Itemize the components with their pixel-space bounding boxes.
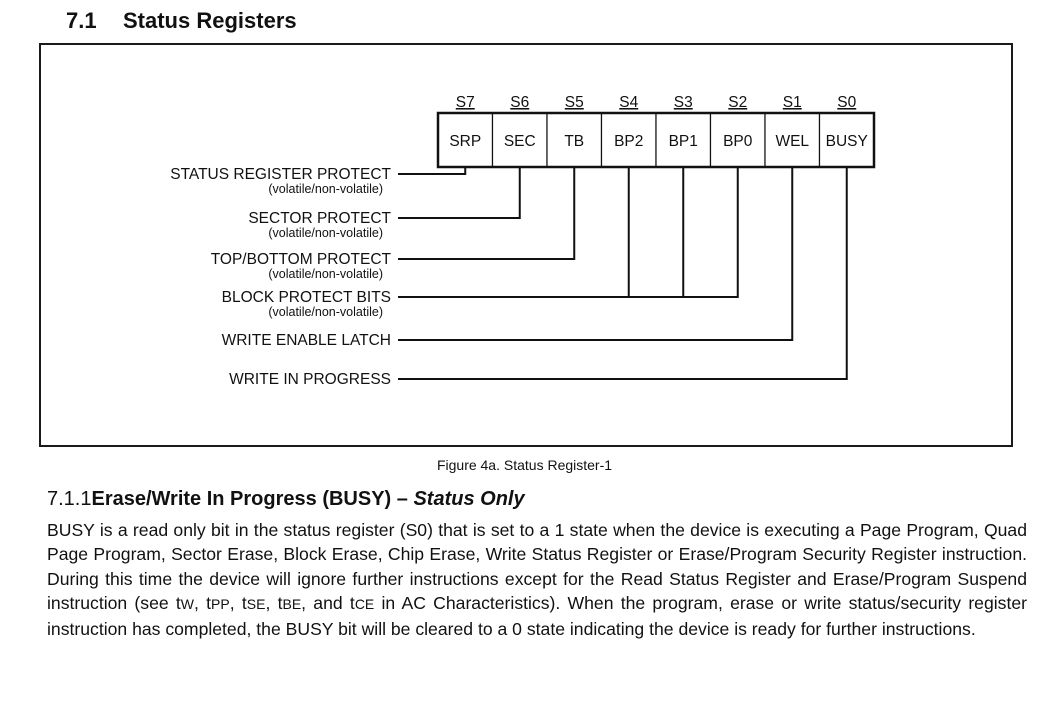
subsection-title: Erase/Write In Progress (BUSY) bbox=[91, 488, 392, 510]
status-register-figure bbox=[39, 43, 1013, 447]
field-label: SECTOR PROTECT bbox=[248, 210, 391, 227]
bit-name: BP0 bbox=[723, 133, 753, 150]
separator-2: , t bbox=[229, 593, 247, 614]
bit-name: TB bbox=[564, 133, 585, 150]
bit-position-label: S4 bbox=[619, 94, 639, 111]
field-sublabel: (volatile/non-volatile) bbox=[268, 226, 383, 240]
separator-1: , t bbox=[194, 593, 212, 614]
timing-tbe: BE bbox=[282, 596, 302, 613]
bit-position-label: S5 bbox=[564, 94, 584, 111]
section-title: Status Registers bbox=[123, 8, 297, 33]
field-label: BLOCK PROTECT BITS bbox=[221, 289, 391, 306]
separator-4: , and t bbox=[301, 593, 355, 614]
timing-tce: CE bbox=[354, 596, 375, 613]
field-label: TOP/BOTTOM PROTECT bbox=[210, 251, 391, 268]
field-label: WRITE IN PROGRESS bbox=[229, 371, 391, 388]
timing-tpp: PP bbox=[211, 596, 230, 613]
separator-3: , t bbox=[265, 593, 283, 614]
field-sublabel: (volatile/non-volatile) bbox=[268, 305, 383, 319]
timing-tse: SE bbox=[246, 596, 266, 613]
bit-position-label: S1 bbox=[782, 94, 802, 111]
bit-name: BP2 bbox=[614, 133, 644, 150]
timing-tw: W bbox=[180, 596, 195, 613]
bit-position-label: S7 bbox=[455, 94, 475, 111]
section-heading bbox=[66, 8, 297, 34]
figure-caption: Figure 4a. Status Register-1 bbox=[436, 457, 613, 473]
field-sublabel: (volatile/non-volatile) bbox=[268, 182, 383, 196]
subsection-italic: Status Only bbox=[413, 488, 525, 510]
field-sublabel: (volatile/non-volatile) bbox=[268, 267, 383, 281]
field-label: STATUS REGISTER PROTECT bbox=[170, 166, 391, 183]
bit-position-label: S0 bbox=[837, 94, 857, 111]
subsection-heading bbox=[47, 488, 525, 511]
bit-position-label: S3 bbox=[673, 94, 693, 111]
section-number: 7.1 bbox=[66, 8, 97, 33]
bit-name: BUSY bbox=[825, 133, 868, 150]
status-register-diagram bbox=[41, 45, 1015, 449]
busy-description-paragraph bbox=[47, 518, 1027, 641]
bit-name: SEC bbox=[503, 133, 536, 150]
bit-position-label: S2 bbox=[728, 94, 748, 111]
subsection-number: 7.1.1 bbox=[47, 488, 92, 510]
bit-name: BP1 bbox=[668, 133, 698, 150]
subsection-dash: – bbox=[396, 488, 408, 510]
field-label: WRITE ENABLE LATCH bbox=[221, 332, 391, 349]
bit-position-label: S6 bbox=[510, 94, 530, 111]
bit-name: SRP bbox=[449, 133, 482, 150]
paragraph-text-part-2: in AC Characteristics). When the program, erase or write status/security register instruction has completed, the BUSY bit will be cleared to a 0 state indicating the device is ready for further instructions. bbox=[47, 593, 1027, 639]
bit-name: WEL bbox=[775, 133, 810, 150]
paragraph-text-part-1: BUSY is a read only bit in the status register (S0) that is set to a 1 state when the device is executing a Page Program, Quad Page Program, Sector Erase, Block Erase, Chip Erase, Write Status Register or Erase/Program Security Register instruction. During this time the device will ignore further instructions except for the Read Status Register and Erase/Program Suspend instruction (see t bbox=[47, 520, 1027, 614]
